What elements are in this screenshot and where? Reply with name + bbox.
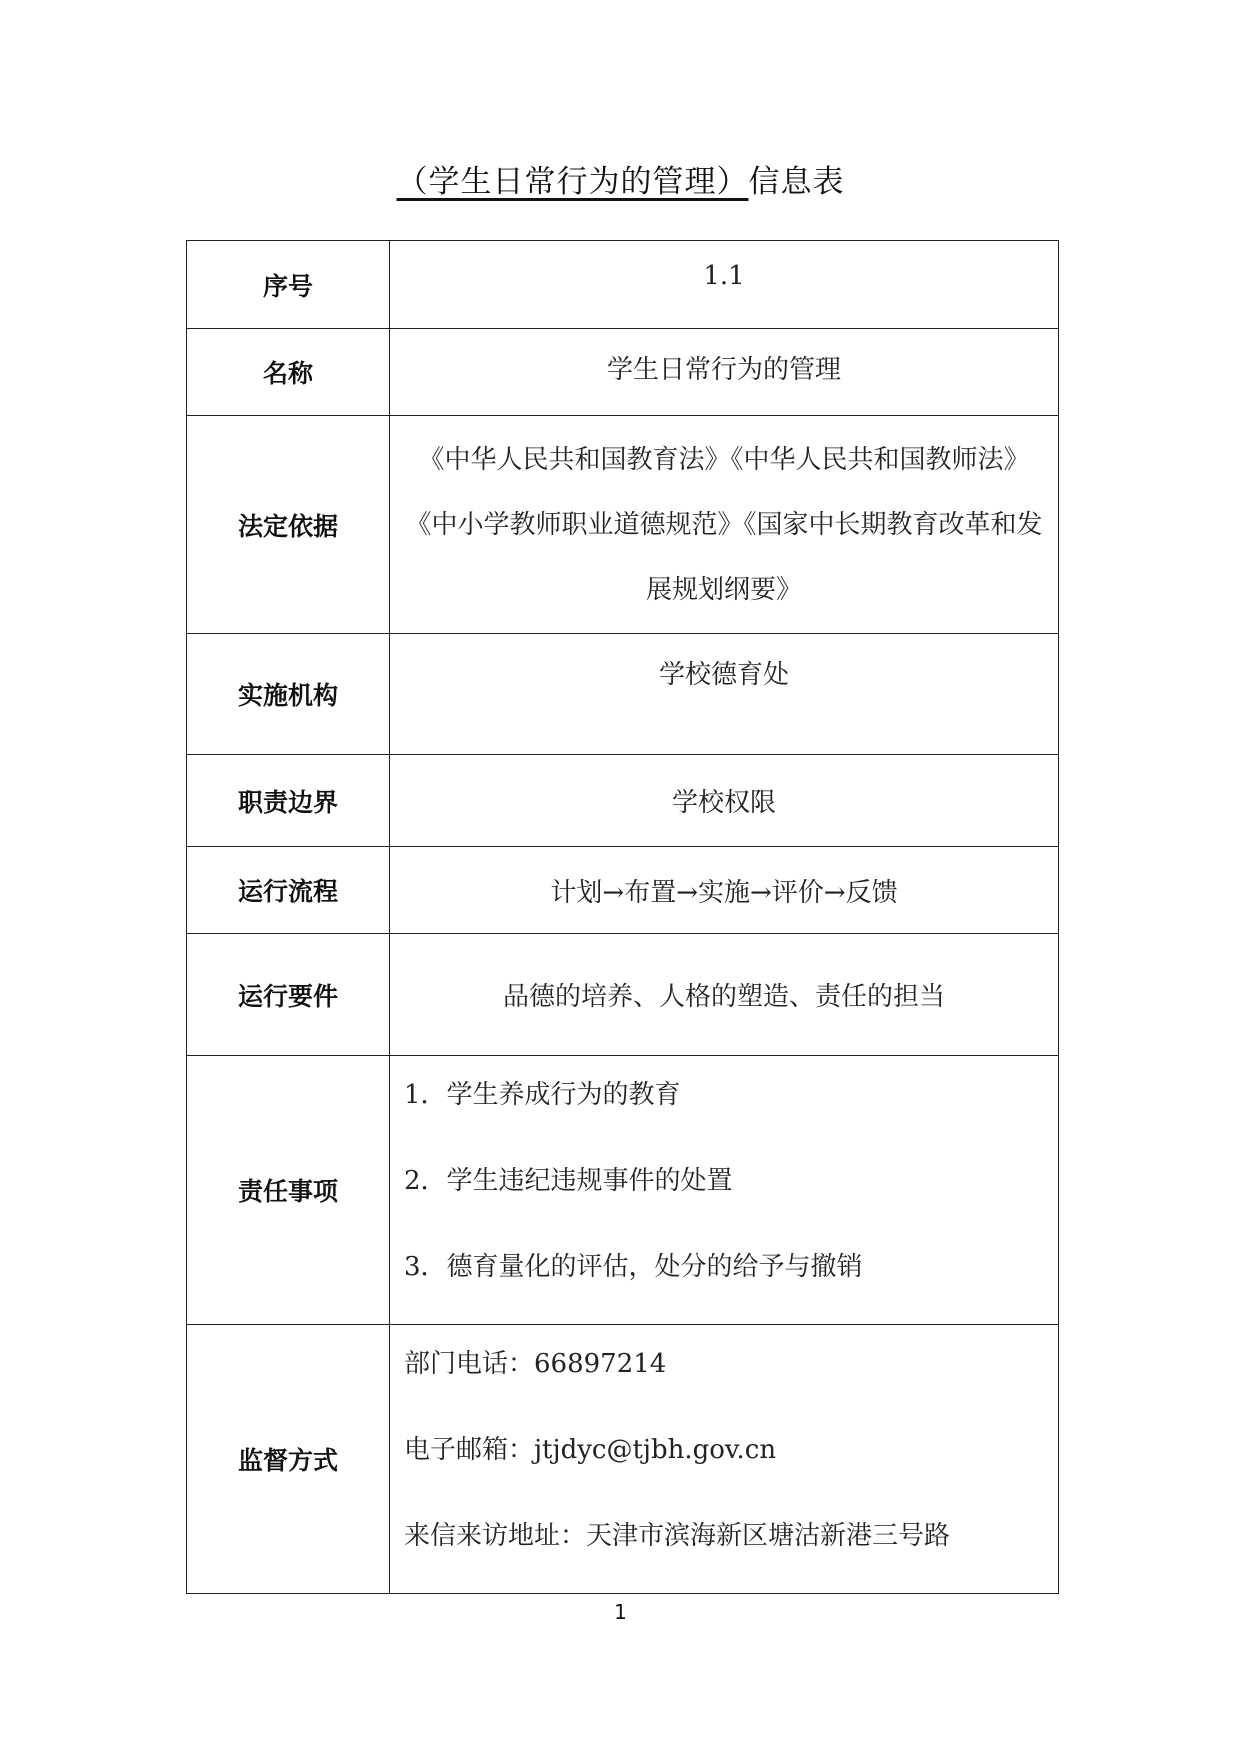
row-boundary xyxy=(187,755,1059,847)
label-org: 实施机构 xyxy=(187,634,390,755)
value-supervision xyxy=(390,1325,1059,1594)
row-name xyxy=(187,329,1059,416)
row-duties xyxy=(187,1056,1059,1325)
value-boundary: 学校权限 xyxy=(390,755,1059,847)
label-duties: 责任事项 xyxy=(187,1056,390,1325)
supervision-address: 来信来访地址：天津市滨海新区塘沽新港三号路 xyxy=(404,1521,951,1551)
row-flow xyxy=(187,847,1059,934)
duty-item: 2．学生违纪违规事件的处置 xyxy=(404,1166,733,1196)
document-title xyxy=(0,160,1241,204)
label-flow: 运行流程 xyxy=(187,847,390,934)
label-boundary: 职责边界 xyxy=(187,755,390,847)
duty-item: 3．德育量化的评估，处分的给予与撤销 xyxy=(404,1252,863,1282)
label-requirement: 运行要件 xyxy=(187,934,390,1056)
value-org: 学校德育处 xyxy=(390,634,1059,755)
title-underlined: （学生日常行为的管理） xyxy=(396,164,749,200)
supervision-email: 电子邮箱：jtjdyc@tjbh.gov.cn xyxy=(404,1435,777,1465)
value-basis: 《中华人民共和国教育法》《中华人民共和国教师法》《中小学教师职业道德规范》《国家中长期教育改革和发展规划纲要》 xyxy=(390,416,1059,634)
row-supervision xyxy=(187,1325,1059,1594)
duty-item: 1．学生养成行为的教育 xyxy=(404,1080,681,1110)
label-seq: 序号 xyxy=(187,241,390,329)
supervision-phone: 部门电话：66897214 xyxy=(404,1349,667,1379)
title-suffix: 信息表 xyxy=(748,164,845,200)
info-table xyxy=(186,240,1059,1594)
row-basis xyxy=(187,416,1059,634)
label-name: 名称 xyxy=(187,329,390,416)
row-seq xyxy=(187,241,1059,329)
value-duties xyxy=(390,1056,1059,1325)
row-org xyxy=(187,634,1059,755)
value-seq: 1.1 xyxy=(390,241,1059,329)
value-flow: 计划→布置→实施→评价→反馈 xyxy=(390,847,1059,934)
label-supervision: 监督方式 xyxy=(187,1325,390,1594)
page-number: 1 xyxy=(614,1600,627,1624)
value-requirement: 品德的培养、人格的塑造、责任的担当 xyxy=(390,934,1059,1056)
label-basis: 法定依据 xyxy=(187,416,390,634)
value-name: 学生日常行为的管理 xyxy=(390,329,1059,416)
row-requirement xyxy=(187,934,1059,1056)
